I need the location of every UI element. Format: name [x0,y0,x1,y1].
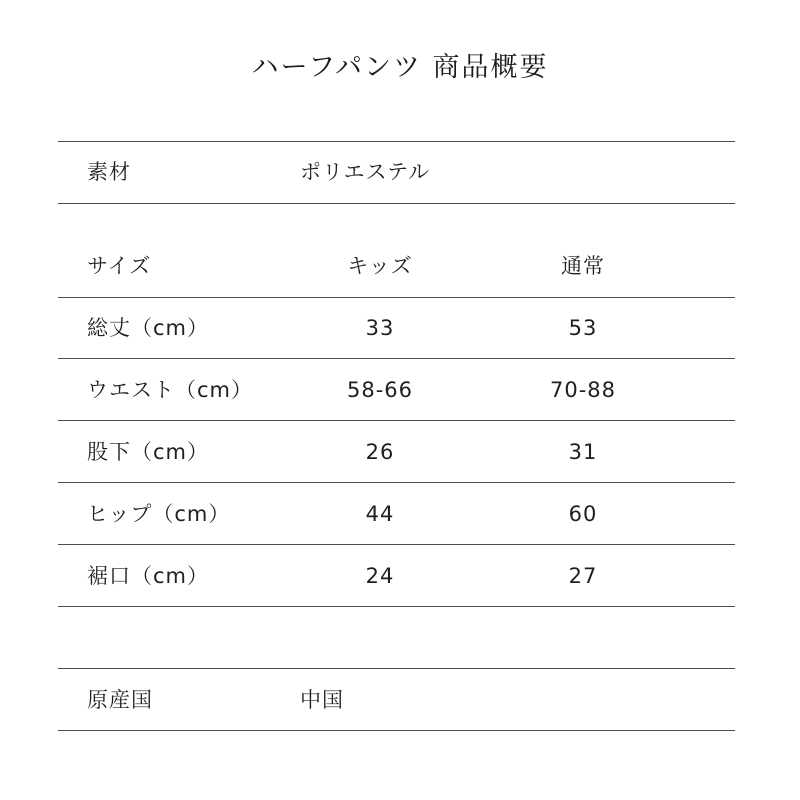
material-value: ポリエステル [300,160,431,184]
material-row [58,152,735,192]
material-label: 素材 [87,160,131,184]
table-row [58,432,735,472]
divider-material [58,203,735,204]
row-label-hip: ヒップ（cm） [87,502,231,526]
divider-bottom [58,730,735,731]
row-regular-value: 53 [568,316,598,340]
row-label-total-length: 総丈（cm） [87,316,210,340]
row-kids-value: 33 [365,316,395,340]
row-regular-value: 70-88 [549,378,617,402]
row-kids-value: 24 [365,564,395,588]
size-header-label: サイズ [87,254,152,278]
row-regular-value: 31 [568,440,598,464]
divider-top [58,141,735,142]
row-label-inseam: 股下（cm） [87,440,210,464]
row-regular-value: 27 [568,564,598,588]
size-header-kids: キッズ [347,254,413,278]
row-label-hem-width: 裾口（cm） [87,564,210,588]
row-label-waist: ウエスト（cm） [87,378,254,402]
origin-value: 中国 [300,688,344,712]
row-regular-value: 60 [568,502,598,526]
divider-row-2 [58,420,735,421]
table-row [58,494,735,534]
divider-table-bottom [58,606,735,607]
origin-row [58,680,735,720]
table-row [58,556,735,596]
table-row [58,370,735,410]
size-header-row [58,246,735,286]
row-kids-value: 44 [365,502,395,526]
divider-row-1 [58,358,735,359]
origin-label: 原産国 [87,688,153,712]
divider-origin-top [58,668,735,669]
divider-row-4 [58,544,735,545]
size-header-regular: 通常 [561,254,605,278]
divider-size-header [58,297,735,298]
row-kids-value: 58-66 [346,378,414,402]
table-row [58,308,735,348]
page-title: ハーフパンツ 商品概要 [251,52,549,83]
divider-row-3 [58,482,735,483]
row-kids-value: 26 [365,440,395,464]
